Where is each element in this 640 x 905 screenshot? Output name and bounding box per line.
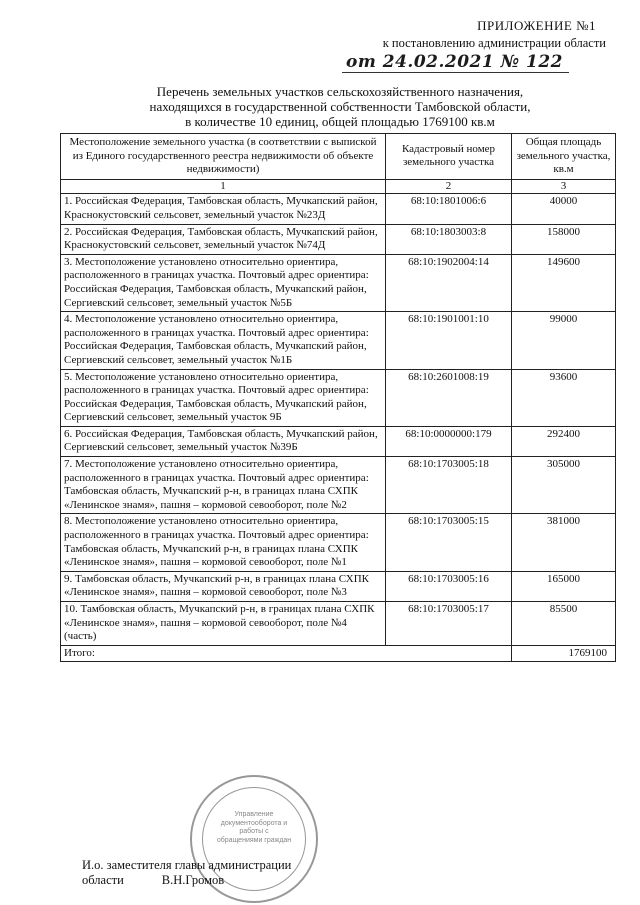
table-row xyxy=(61,224,616,254)
stamp-text: Управление документооборота и работы с обращениями граждан xyxy=(216,811,292,844)
location-cell: 7. Местоположение установлено относительно ориентира, расположенного в границах участка. Почтовый адрес ориентира: Тамбовская область, Мучкапский р-н, в границах плана СХПК «Ленинское знамя», пашня – кормовой севооборот, поле №2 xyxy=(61,457,386,514)
signatory-name: В.Н.Громов xyxy=(161,873,225,887)
table-row xyxy=(61,602,616,646)
column-header-cadastral: Кадастровый номер земельного участка xyxy=(386,134,512,180)
location-cell: 2. Российская Федерация, Тамбовская область, Мучкапский район, Краснокустовский сельсовет, земельный участок №74Д xyxy=(61,224,386,254)
area-cell: 85500 xyxy=(512,602,616,646)
area-cell: 40000 xyxy=(512,194,616,224)
signatory-region: области xyxy=(82,873,124,887)
table-row xyxy=(61,194,616,224)
table-row xyxy=(61,369,616,426)
area-cell: 381000 xyxy=(512,514,616,571)
cadastral-cell: 68:10:1703005:16 xyxy=(386,571,512,601)
column-number: 1 xyxy=(61,179,386,194)
cadastral-cell: 68:10:1801006:6 xyxy=(386,194,512,224)
table-row xyxy=(61,254,616,311)
column-number: 3 xyxy=(512,179,616,194)
area-cell: 292400 xyxy=(512,426,616,456)
total-label: Итого: xyxy=(61,645,512,662)
location-cell: 9. Тамбовская область, Мучкапский р-н, в границах плана СХПК «Ленинское знамя», пашня – кормовой севооборот, поле №3 xyxy=(61,571,386,601)
total-value: 1769100 xyxy=(512,645,616,662)
appendix-title: ПРИЛОЖЕНИЕ №1 xyxy=(477,18,596,33)
area-cell: 149600 xyxy=(512,254,616,311)
table-header-row xyxy=(61,134,616,180)
land-plots-table xyxy=(60,133,616,662)
location-cell: 10. Тамбовская область, Мучкапский р-н, в границах плана СХПК «Ленинское знамя», пашня – кормовой севооборот, поле №4 (часть) xyxy=(61,602,386,646)
column-number-row xyxy=(61,179,616,194)
location-cell: 8. Местоположение установлено относительно ориентира, расположенного в границах участка. Почтовый адрес ориентира: Тамбовская область, Мучкапский р-н, в границах плана СХПК «Ленинское знамя», пашня – кормовой севооборот, поле №1 xyxy=(61,514,386,571)
cadastral-cell: 68:10:1703005:18 xyxy=(386,457,512,514)
cadastral-cell: 68:10:1703005:17 xyxy=(386,602,512,646)
cadastral-cell: 68:10:1901001:10 xyxy=(386,312,512,369)
area-cell: 158000 xyxy=(512,224,616,254)
location-cell: 4. Местоположение установлено относительно ориентира, расположенного в границах участка. Почтовый адрес ориентира: Российская Федерация, Тамбовская область, Мучкапский район, Сергиевский сельсовет, земельный участок №1Б xyxy=(61,312,386,369)
table-row xyxy=(61,312,616,369)
table-row xyxy=(61,514,616,571)
appendix-subtitle: к постановлению администрации области xyxy=(382,36,606,50)
area-cell: 165000 xyxy=(512,571,616,601)
signatory-position: И.о. заместителя главы администрации xyxy=(82,858,292,872)
signature-block xyxy=(82,858,291,888)
cadastral-cell: 68:10:1803003:8 xyxy=(386,224,512,254)
location-cell: 5. Местоположение установлено относительно ориентира, расположенного в границах участка. Почтовый адрес ориентира: Российская Федерация, Тамбовская область, Мучкапский район, Сергиевский сельсовет, земельный участок 9Б xyxy=(61,369,386,426)
table-row xyxy=(61,426,616,456)
signatory-line-2 xyxy=(82,873,291,888)
column-number: 2 xyxy=(386,179,512,194)
table-row xyxy=(61,571,616,601)
location-cell: 1. Российская Федерация, Тамбовская область, Мучкапский район, Краснокустовский сельсовет, земельный участок №23Д xyxy=(61,194,386,224)
heading-line-3: в количестве 10 единиц, общей площадью 1769100 кв.м xyxy=(185,114,495,129)
location-cell: 6. Российская Федерация, Тамбовская область, Мучкапский район, Сергиевский сельсовет, земельный участок №39Б xyxy=(61,426,386,456)
handwritten-date-number: от 24.02.2021 № 122 xyxy=(342,52,569,73)
table-row xyxy=(61,457,616,514)
area-cell: 93600 xyxy=(512,369,616,426)
heading-line-2: находящихся в государственной собственности Тамбовской области, xyxy=(149,99,531,114)
location-cell: 3. Местоположение установлено относительно ориентира, расположенного в границах участка. Почтовый адрес ориентира: Российская Федерация, Тамбовская область, Мучкапский район, Сергиевский сельсовет, земельный участок №5Б xyxy=(61,254,386,311)
cadastral-cell: 68:10:1703005:15 xyxy=(386,514,512,571)
total-row xyxy=(61,645,616,662)
cadastral-cell: 68:10:0000000:179 xyxy=(386,426,512,456)
heading-line-1: Перечень земельных участков сельскохозяйственного назначения, xyxy=(156,84,524,99)
document-heading xyxy=(60,84,620,129)
column-header-location: Местоположение земельного участка (в соответствии с выпиской из Единого государственного реестра недвижимости об объекте недвижимости) xyxy=(61,134,386,180)
cadastral-cell: 68:10:2601008:19 xyxy=(386,369,512,426)
column-header-area: Общая площадь земельного участка, кв.м xyxy=(512,134,616,180)
area-cell: 99000 xyxy=(512,312,616,369)
cadastral-cell: 68:10:1902004:14 xyxy=(386,254,512,311)
area-cell: 305000 xyxy=(512,457,616,514)
